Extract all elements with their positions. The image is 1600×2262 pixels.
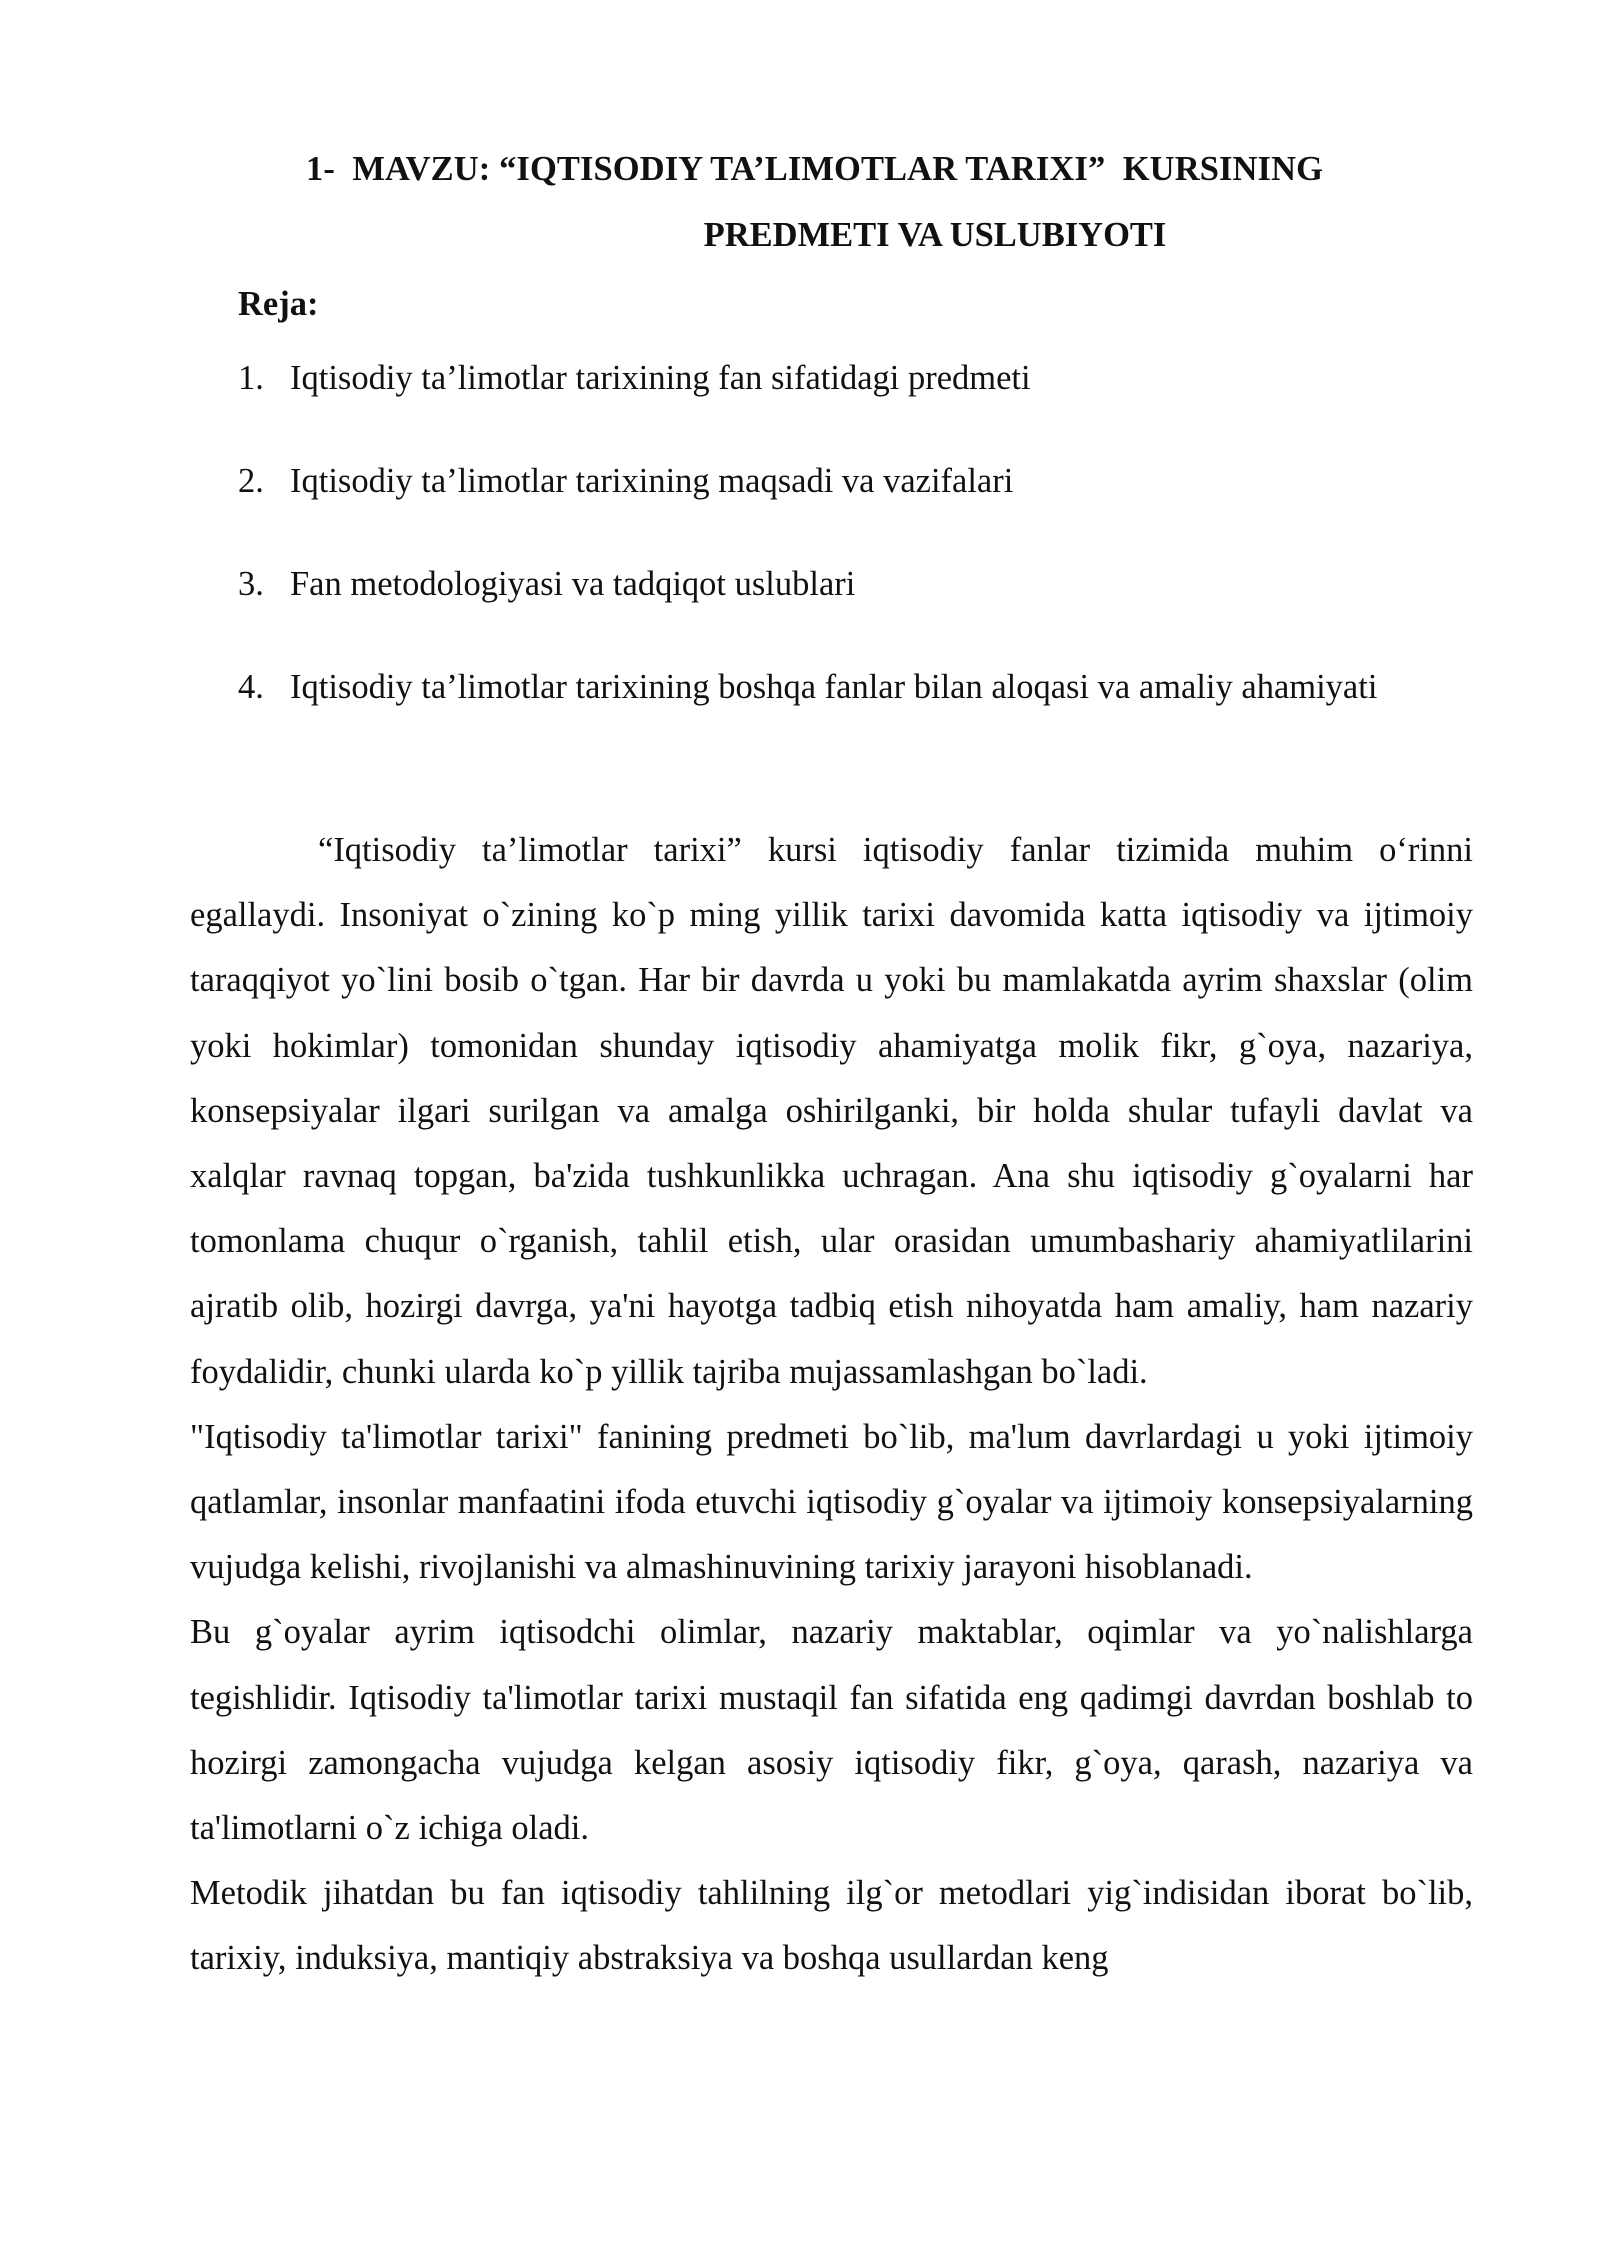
plan-item (238, 654, 1388, 720)
plan-item-number: 2. (238, 462, 264, 500)
body-paragraph: “Iqtisodiy ta’limotlar tarixi” kursi iqtisodiy fanlar tizimida muhim o‘rinni egallaydi. Insoniyat o`zining ko`p ming yillik tarixi davomida katta iqtisodiy va ijtimoiy taraqqiyot yo`lini bosib o`tgan. Har bir davrda u yoki bu mamlakatda ayrim shaxslar (olim yoki hokimlar) tomonidan shunday iqtisodiy ahamiyatga molik fikr, g`oya, nazariya, konsepsiyalar ilgari surilgan va amalga oshirilganki, bir holda shular tufayli davlat va xalqlar ravnaq topgan, ba'zida tushkunlikka uchragan. Ana shu iqtisodiy g`oyalarni har tomonlama chuqur o`rganish, tahlil etish, ular orasidan umumbashariy ahamiyatlilarini ajratib olib, hozirgi davrga, ya'ni hayotga tadbiq etish nihoyatda ham amaliy, ham nazariy foydalidir, chunki ularda ko`p yillik tajriba mujassamlashgan bo`ladi. (190, 831, 1473, 1391)
document-title-line-1: 1- MAVZU: “IQTISODIY TA’LIMOTLAR TARIXI” KURSINING (306, 150, 1324, 188)
plan-item-text: Iqtisodiy ta’limotlar tarixining maqsadi va vazifalari (290, 462, 1014, 500)
document-body (190, 818, 1473, 1992)
plan-item (238, 551, 1388, 617)
plan-item (238, 448, 1388, 514)
body-paragraph: Bu g`oyalar ayrim iqtisodchi olimlar, nazariy maktablar, oqimlar va yo`nalishlarga tegishlidir. Iqtisodiy ta'limotlar tarixi mustaqil fan sifatida eng qadimgi davrdan boshlab to hozirgi zamongacha vujudga kelgan asosiy iqtisodiy fikr, g`oya, qarash, nazariya va ta'limotlarni o`z ichiga oladi. (190, 1613, 1473, 1848)
plan-item-text: Fan metodologiyasi va tadqiqot uslublari (290, 565, 856, 603)
plan-item-text: Iqtisodiy ta’limotlar tarixining fan sifatidagi predmeti (290, 359, 1031, 397)
body-paragraph: "Iqtisodiy ta'limotlar tarixi" fanining predmeti bo`lib, ma'lum davrlardagi u yoki ijtimoiy qatlamlar, insonlar manfaatini ifoda etuvchi iqtisodiy g`oyalar va ijtimoiy konsepsiyalarning vujudga kelishi, rivojlanishi va almashinuvining tarixiy jarayoni hisoblanadi. (190, 1417, 1473, 1587)
plan-item (238, 345, 1388, 411)
plan-list (238, 345, 1388, 757)
plan-item-text: Iqtisodiy ta’limotlar tarixining boshqa fanlar bilan aloqasi va amaliy ahamiyati (290, 668, 1378, 706)
plan-heading: Reja: (238, 285, 319, 323)
plan-item-number: 1. (238, 359, 264, 397)
plan-item-number: 3. (238, 565, 264, 603)
plan-item-number: 4. (238, 668, 264, 706)
body-paragraph: Metodik jihatdan bu fan iqtisodiy tahlilning ilg`or metodlari yig`indisidan iborat bo`lib, tarixiy, induksiya, mantiqiy abstraksiya va boshqa usullardan keng (190, 1874, 1473, 1978)
document-title-line-2: PREDMETI VA USLUBIYOTI (703, 216, 1167, 254)
